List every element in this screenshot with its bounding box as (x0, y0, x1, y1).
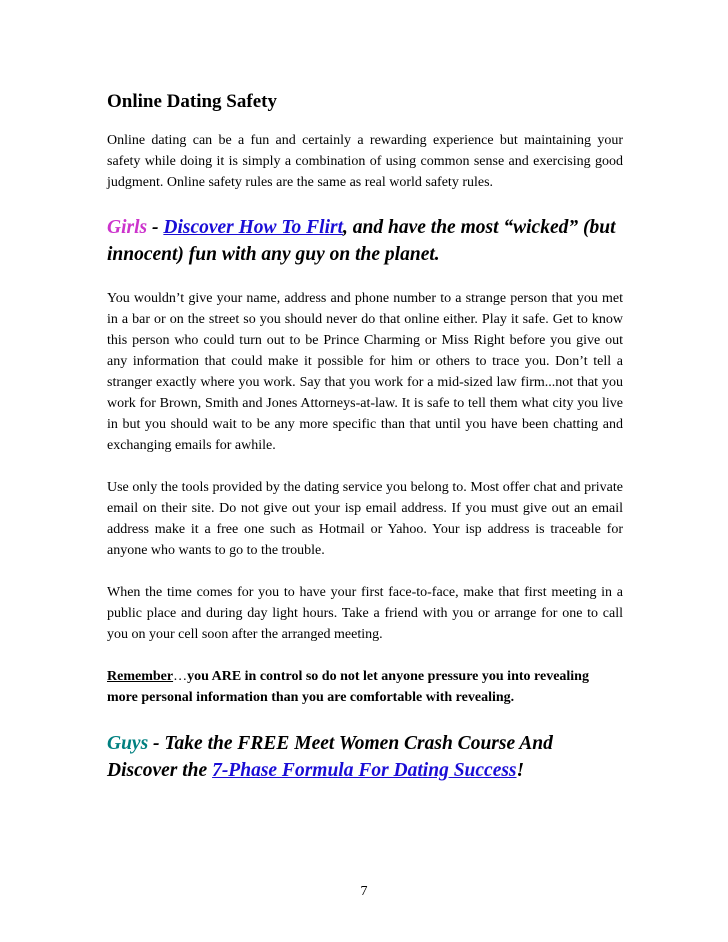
discover-how-to-flirt-link[interactable]: Discover How To Flirt (163, 217, 344, 238)
guys-label: Guys (107, 733, 149, 754)
privacy-paragraph: You wouldn’t give your name, address and phone number to a strange person that you met in a bar or on the street so you should never do that online either. Play it safe. Get to know this person who could turn out to be Prince Charming or Miss Right before you give out any information that could make it possible for him or others to trace you. Don’t tell a stranger exactly where you work. Say that you work for a mid-sized law firm...not that you work for Brown, Smith and Jones Attorneys-at-law. It is safe to tell them what city you live in but you should wait to be any more specific than that until you have been chatting and exchanging emails for awhile. (107, 291, 623, 453)
remember-text: you ARE in control so do not let anyone pressure you into revealing more personal information than you are comfortable with revealing. (107, 669, 589, 705)
guys-promo (107, 730, 623, 784)
dating-success-formula-link[interactable]: 7-Phase Formula For Dating Success (212, 760, 517, 781)
girls-promo-text: , and have the most “wicked” (but innocent) fun with any guy on the planet. (107, 217, 616, 265)
tools-paragraph: Use only the tools provided by the dating service you belong to. Most offer chat and private email on their site. Do not give out your isp email address. If you must give out an email address make it a free one such as Hotmail or Yahoo. Your isp address is traceable for anyone who wants to go to the trouble. (107, 480, 623, 558)
intro-paragraph: Online dating can be a fun and certainly a rewarding experience but maintaining your safety while doing it is simply a combination of using common sense and exercising good judgment. Online safety rules are the same as real world safety rules. (107, 133, 623, 190)
girls-dash: - (147, 217, 164, 238)
page-title: Online Dating Safety (107, 91, 277, 112)
page-content (107, 90, 623, 804)
guys-promo-text: - Take the FREE Meet Women Crash Course And Discover the (107, 733, 553, 781)
remember-ellipsis: … (173, 669, 188, 684)
remember-label: Remember (107, 669, 174, 684)
page-number: 7 (360, 884, 368, 899)
remember-note (107, 666, 623, 708)
guys-promo-end: ! (516, 760, 525, 781)
girls-label: Girls (107, 217, 148, 238)
girls-promo (107, 214, 623, 268)
meeting-paragraph: When the time comes for you to have your first face-to-face, make that first meeting in a public place and during day light hours. Take a friend with you or arrange for one to call you on your cell soon after the arranged meeting. (107, 585, 623, 642)
